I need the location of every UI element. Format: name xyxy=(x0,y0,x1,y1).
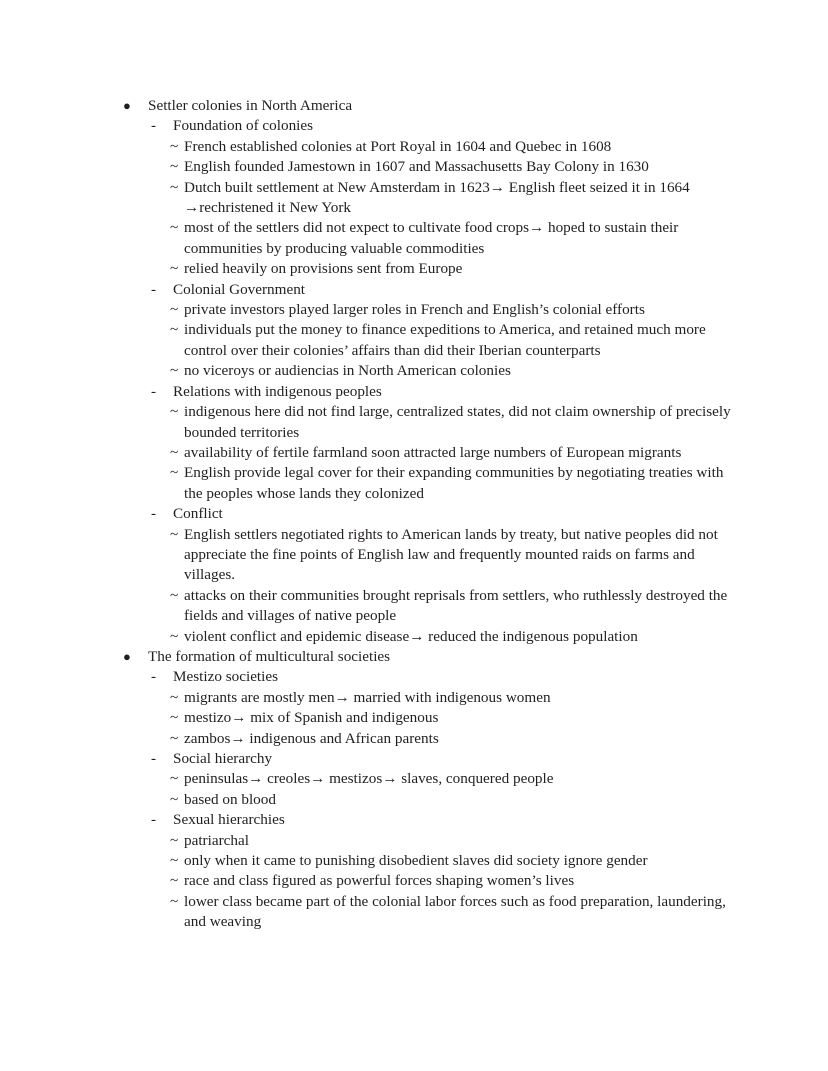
dash-bullet-icon: - xyxy=(151,117,157,135)
outline-point xyxy=(118,443,733,463)
outline-list xyxy=(118,96,733,933)
tilde-bullet-icon: ~ xyxy=(170,709,179,727)
outline-point xyxy=(118,688,733,708)
tilde-bullet-icon: ~ xyxy=(170,852,179,870)
tilde-bullet-icon: ~ xyxy=(170,688,179,706)
outline-point xyxy=(118,871,733,891)
outline-point xyxy=(118,463,733,504)
dash-bullet-icon: - xyxy=(151,505,157,523)
tilde-bullet-icon: ~ xyxy=(170,260,179,278)
tilde-bullet-icon: ~ xyxy=(170,627,179,645)
tilde-bullet-icon: ~ xyxy=(170,158,179,176)
outline-point xyxy=(118,218,733,259)
dash-bullet-icon: - xyxy=(151,382,157,400)
outline-point-text: lower class became part of the colonial labor forces such as food preparation, laundering, and weaving xyxy=(184,892,726,931)
dash-bullet-icon: - xyxy=(151,280,157,298)
outline-point-text: zambos→ indigenous and African parents xyxy=(184,729,439,747)
outline-point-text: availability of fertile farmland soon attracted large numbers of European migrants xyxy=(184,443,682,461)
tilde-bullet-icon: ~ xyxy=(170,586,179,604)
tilde-bullet-icon: ~ xyxy=(170,443,179,461)
tilde-bullet-icon: ~ xyxy=(170,362,179,380)
tilde-bullet-icon: ~ xyxy=(170,219,179,237)
outline-point xyxy=(118,137,733,157)
outline-point xyxy=(118,769,733,789)
outline-point-text: individuals put the money to finance expeditions to America, and retained much more control over their colonies’ affairs than did their Iberian counterparts xyxy=(184,321,706,359)
subsection-heading-text: Conflict xyxy=(173,505,223,523)
outline-point xyxy=(118,525,733,586)
subsection-heading-text: Relations with indigenous peoples xyxy=(173,382,382,400)
outline-point-text: race and class figured as powerful forces shaping women’s lives xyxy=(184,872,575,890)
tilde-bullet-icon: ~ xyxy=(170,301,179,319)
tilde-bullet-icon: ~ xyxy=(170,525,179,543)
outline-point xyxy=(118,729,733,749)
disc-bullet-icon: ● xyxy=(123,98,131,113)
outline-point xyxy=(118,320,733,361)
tilde-bullet-icon: ~ xyxy=(170,770,179,788)
outline-point-text: migrants are mostly men→ married with indigenous women xyxy=(184,688,551,706)
tilde-bullet-icon: ~ xyxy=(170,464,179,482)
tilde-bullet-icon: ~ xyxy=(170,178,179,196)
outline-point-text: mestizo→ mix of Spanish and indigenous xyxy=(184,709,439,727)
subsection-heading-text: Colonial Government xyxy=(173,280,306,298)
disc-bullet-icon: ● xyxy=(123,648,131,664)
tilde-bullet-icon: ~ xyxy=(170,321,179,339)
outline-point-text: private investors played larger roles in French and English’s colonial efforts xyxy=(184,301,645,319)
outline-point xyxy=(118,790,733,810)
dash-bullet-icon: - xyxy=(151,750,157,767)
tilde-bullet-icon: ~ xyxy=(170,729,179,747)
outline-point-text: indigenous here did not find large, centralized states, did not claim ownership of precisely bounded territories xyxy=(184,403,731,441)
section-heading-text: The formation of multicultural societies xyxy=(148,647,391,665)
outline-subsection-heading xyxy=(118,749,733,769)
dash-bullet-icon: - xyxy=(151,811,157,829)
outline-point xyxy=(118,586,733,627)
outline-point xyxy=(118,259,733,279)
outline-subsection-heading xyxy=(118,810,733,830)
outline-point-text: patriarchal xyxy=(184,831,249,849)
outline-point xyxy=(118,157,733,177)
outline-point xyxy=(118,402,733,443)
outline-point xyxy=(118,831,733,851)
outline-subsection-heading xyxy=(118,504,733,524)
outline-point-text: no viceroys or audiencias in North American colonies xyxy=(184,362,511,380)
tilde-bullet-icon: ~ xyxy=(170,892,179,910)
outline-point-text: peninsulas→ creoles→ mestizos→ slaves, conquered people xyxy=(184,770,554,788)
outline-point xyxy=(118,892,733,933)
outline-point xyxy=(118,708,733,728)
outline-point-text: most of the settlers did not expect to cultivate food crops→ hoped to sustain their communities by producing valuable commodities xyxy=(184,219,679,257)
outline-subsection-heading xyxy=(118,382,733,402)
outline-point-text: English settlers negotiated rights to American lands by treaty, but native peoples did not appreciate the fine points of English law and frequently mounted raids on farms and villages. xyxy=(184,525,718,584)
outline-point-text: relied heavily on provisions sent from Europe xyxy=(184,260,463,278)
subsection-heading-text: Social hierarchy xyxy=(173,750,273,767)
tilde-bullet-icon: ~ xyxy=(170,872,179,890)
outline-point-text: Dutch built settlement at New Amsterdam in 1623→ English fleet seized it in 1664 →rechristened it New York xyxy=(184,178,690,217)
outline-point-text: attacks on their communities brought reprisals from settlers, who ruthlessly destroyed the fields and villages of native people xyxy=(184,586,728,625)
outline-subsection-heading xyxy=(118,667,733,687)
outline-section-heading xyxy=(118,647,733,667)
subsection-heading-text: Sexual hierarchies xyxy=(173,811,285,829)
tilde-bullet-icon: ~ xyxy=(170,831,179,849)
outline-point-text: only when it came to punishing disobedient slaves did society ignore gender xyxy=(184,852,648,870)
subsection-heading-text: Foundation of colonies xyxy=(173,117,314,135)
outline-point-text: based on blood xyxy=(184,790,276,808)
outline-point xyxy=(118,851,733,871)
outline-point-text: violent conflict and epidemic disease→ reduced the indigenous population xyxy=(184,627,638,645)
tilde-bullet-icon: ~ xyxy=(170,790,179,808)
outline-subsection-heading xyxy=(118,116,733,136)
tilde-bullet-icon: ~ xyxy=(170,137,179,155)
section-heading-text: Settler colonies in North America xyxy=(148,97,353,114)
outline-section-heading xyxy=(118,96,733,116)
outline-point-text: English founded Jamestown in 1607 and Massachusetts Bay Colony in 1630 xyxy=(184,158,649,176)
outline-point-text: French established colonies at Port Royal in 1604 and Quebec in 1608 xyxy=(184,137,612,155)
outline-point xyxy=(118,300,733,320)
outline-point xyxy=(118,178,733,219)
outline-subsection-heading xyxy=(118,280,733,300)
dash-bullet-icon: - xyxy=(151,668,157,686)
subsection-heading-text: Mestizo societies xyxy=(173,668,279,686)
outline-point xyxy=(118,361,733,381)
tilde-bullet-icon: ~ xyxy=(170,403,179,421)
outline-point-text: English provide legal cover for their expanding communities by negotiating treaties with the peoples whose lands they colonized xyxy=(184,464,724,502)
outline-point xyxy=(118,627,733,647)
